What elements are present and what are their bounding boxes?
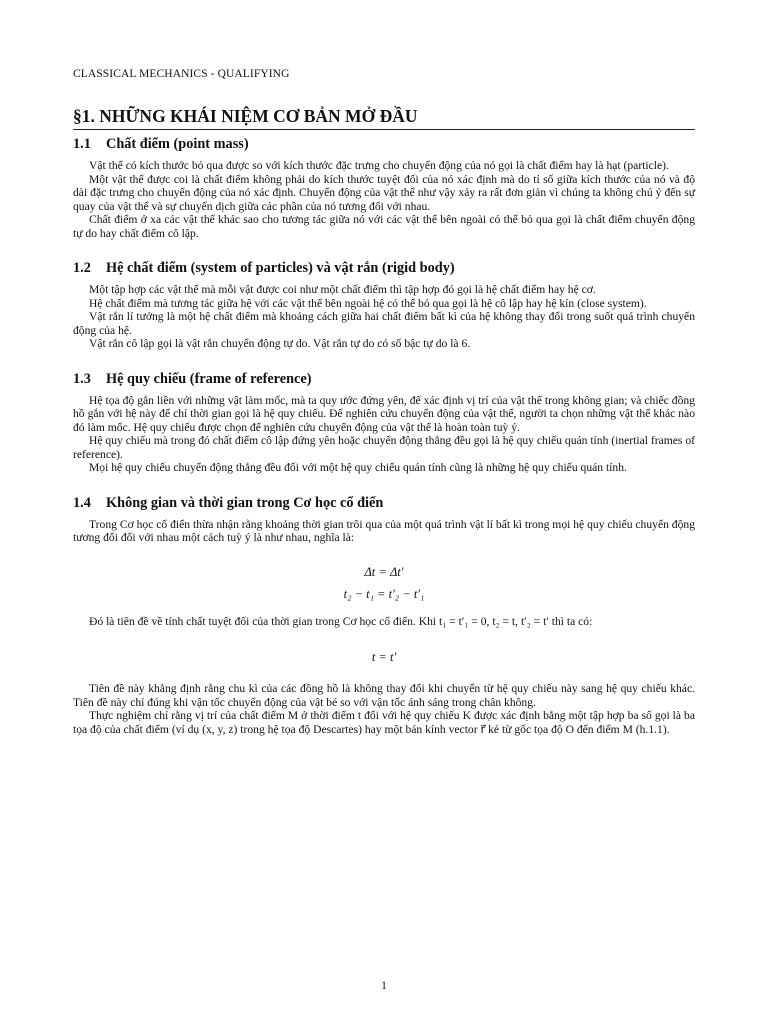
- section-1-1-heading: [73, 136, 695, 153]
- section-title: Chất điểm (point mass): [106, 136, 249, 152]
- paragraph: Vật rắn cô lập gọi là vật rắn chuyển động tự do. Vật rắn tự do có số bậc tự do là 6.: [89, 337, 471, 350]
- section-number: 1.3: [73, 370, 91, 387]
- paragraph: Vật thể có kích thước bỏ qua được so với kích thước đặc trưng cho chuyển động của nó gọi là chất điểm hay là hạt (particle).: [89, 159, 669, 172]
- paragraph: Đó là tiên đề về tính chất tuyệt đối của thời gian trong Cơ học cổ điển. Khi t₁ = t′₁ = 0, t₂ = t, t′₂ = t′ thì ta có:: [89, 614, 593, 628]
- section-number: 1.1: [73, 136, 91, 152]
- paragraph: Tiên đề này khẳng định rằng chu kì của các đồng hồ là không thay đổi khi chuyển từ hệ quy chiếu này sang hệ quy chiếu khác. Tiên đề này chỉ đúng khi vận tốc chuyển động của vật bé so với vận tốc ánh sáng trong chân không.: [73, 682, 695, 709]
- section-title: Hệ quy chiếu (frame of reference): [106, 370, 312, 387]
- section-number: 1.4: [73, 494, 91, 511]
- section-1-3-heading: [73, 371, 695, 388]
- section-title: Hệ chất điểm (system of particles) và vật rắn (rigid body): [106, 260, 455, 276]
- equation: t₂ − t₁ = t′₂ − t′₁: [343, 586, 425, 601]
- page-content: [73, 68, 695, 736]
- equation: Δt = Δt′: [364, 564, 404, 579]
- paragraph: Mọi hệ quy chiếu chuyển động thẳng đều đối với một hệ quy chiếu quán tính cũng là những hệ quy chiếu quán tính.: [89, 461, 627, 474]
- section-1-2-heading: [73, 260, 695, 277]
- paragraph: Một tập hợp các vật thể mà mỗi vật được coi như một chất điểm thì tập hợp đó gọi là hệ chất điểm hay hệ cơ.: [89, 283, 596, 296]
- paragraph: Một vật thể được coi là chất điểm không phải do kích thước tuyệt đối của nó xác định mà do tỉ số giữa kích thước của nó và độ dài đặc trưng cho chuyển động của nó xác định. Chuyển động của vật thể như vậy xảy ra rất đơn giản vì chúng ta không chú ý đến sự quay của vật thể và sự chuyển dịch giữa các phần của nó tương đối với nhau.: [73, 172, 695, 213]
- paragraph: Thực nghiệm chỉ rằng vị trí của chất điểm M ở thời điểm t đối với hệ quy chiếu K được xác định bằng một tập hợp ba số gọi là ba tọa độ của chất điểm (ví dụ (x, y, z) trong hệ tọa độ Descartes) hay một bán kính vector r⃗ kẻ từ gốc tọa độ O đến điểm M (h.1.1).: [73, 709, 695, 736]
- equation-block: [73, 561, 695, 605]
- paragraph: Chất điểm ở xa các vật thể khác sao cho tương tác giữa nó với các vật thể bên ngoài có thể bỏ qua gọi là chất điểm chuyển động tự do hay chất điểm cô lập.: [73, 213, 695, 240]
- page-number: 1: [381, 980, 387, 992]
- section-1-4-heading: [73, 495, 695, 512]
- running-head: CLASSICAL MECHANICS - QUALIFYING: [73, 68, 290, 80]
- paragraph: Hệ chất điểm mà tương tác giữa hệ với các vật thể bên ngoài hệ có thể bỏ qua gọi là hệ cô lập hay hệ kín (close system).: [89, 296, 647, 310]
- paragraph: Hệ tọa độ gắn liền với những vật làm mốc, mà ta quy ước đứng yên, để xác định vị trí của vật thể trong không gian; và chiếc đồng hồ gắn với hệ này để chỉ thời gian gọi là hệ quy chiếu. Để nghiên cứu chuyển động của vật thể, người ta chọn những vật thể khác nào đó làm mốc. Hệ quy chiếu được chọn để nghiên cứu chuyển động của vật thể là hoàn toàn tuỳ ý.: [73, 393, 695, 434]
- equation-block: [73, 646, 695, 668]
- chapter-title: §1. NHỮNG KHÁI NIỆM CƠ BẢN MỞ ĐẦU: [73, 106, 695, 130]
- paragraph: Trong Cơ học cổ điển thừa nhận rằng khoảng thời gian trôi qua của một quá trình vật lí bất kì trong mọi hệ quy chiếu chuyển động tương đối đối với nhau một cách tuỳ ý là như nhau, nghĩa là:: [73, 517, 695, 544]
- section-title: Không gian và thời gian trong Cơ học cổ điển: [106, 494, 384, 511]
- equation: t = t′: [371, 650, 397, 664]
- paragraph: Hệ quy chiếu mà trong đó chất điểm cô lập đứng yên hoặc chuyển động thẳng đều gọi là hệ quy chiếu quán tính (inertial frames of reference).: [73, 434, 695, 461]
- paragraph: Vật rắn lí tưởng là một hệ chất điểm mà khoảng cách giữa hai chất điểm bất kì của hệ không thay đổi trong suốt quá trình chuyển động của hệ.: [73, 310, 695, 337]
- section-number: 1.2: [73, 260, 91, 276]
